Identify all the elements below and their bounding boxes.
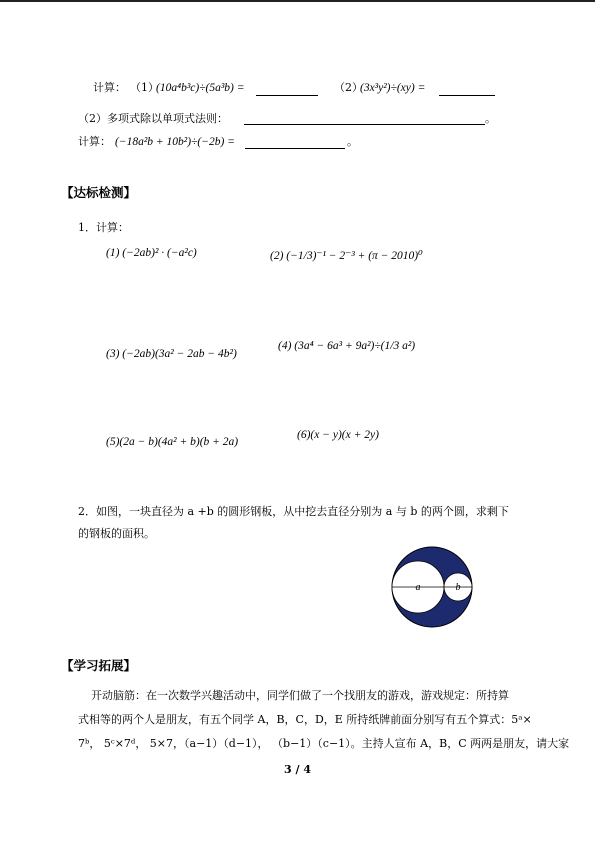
steel-plate-figure <box>390 545 474 629</box>
section-heading-assessment: 【达标检测】 <box>61 185 137 200</box>
item2-answer-blank[interactable] <box>439 95 495 96</box>
section-heading-extension: 【学习拓展】 <box>61 658 137 673</box>
label-a: a <box>415 582 421 593</box>
item1-label: （1） <box>130 81 159 94</box>
compute2-label: 计算： <box>78 135 111 148</box>
page-number: 3 / 4 <box>284 763 311 776</box>
problem-1: (1) (−2ab)² · (−a²c) <box>106 247 197 259</box>
extension-line-1: 开动脑筋：在一次数学兴趣活动中，同学们做了一个找朋友的游戏，游戏规定：所持算 <box>91 689 509 702</box>
problem-6: (6)(x − y)(x + 2y) <box>297 429 379 441</box>
label-b: b <box>455 582 461 593</box>
item2-expression: (3x³y²)÷(xy) = <box>360 82 426 94</box>
item1-answer-blank[interactable] <box>256 95 318 96</box>
compute2-expression: (−18a²b + 10b²)÷(−2b) = <box>115 136 235 148</box>
header-rule <box>0 0 595 2</box>
compute2-answer-blank[interactable] <box>245 148 345 149</box>
compute-label: 计算： <box>93 81 126 94</box>
question2-line1: 2．如图，一块直径为 a +b 的圆形钢板，从中挖去直径分别为 a 与 b 的两个圆，求剩下 <box>78 505 509 518</box>
problem-4: (4) (3a⁴ − 6a³ + 9a²)÷(1/3 a²) <box>278 340 416 352</box>
extension-line-2: 式相等的两个人是朋友，有五个同学 A，B，C，D，E 所持纸牌前面分别写有五个算式：5ᵃ× <box>78 713 532 726</box>
item2-label: （2） <box>334 81 363 94</box>
question1-label: 1．计算： <box>78 221 129 234</box>
extension-line-3: 7ᵇ， 5ᶜ×7ᵈ， 5×7，（a−1）（d−1）， （b−1）（c−1）。主持人宣布 A，B，C 两两是朋友，请大家 <box>78 737 570 750</box>
rule-label: （2）多项式除以单项式法则： <box>78 112 228 125</box>
problem-2: (2) (−1/3)⁻¹ − 2⁻³ + (π − 2010)⁰ <box>270 250 423 262</box>
rule-answer-blank[interactable] <box>244 124 485 125</box>
problem-5: (5)(2a − b)(4a² + b)(b + 2a) <box>106 436 239 448</box>
problem-3: (3) (−2ab)(3a² − 2ab − 4b²) <box>106 348 237 360</box>
compute2-end: 。 <box>347 135 358 148</box>
rule-end: 。 <box>485 112 496 125</box>
question2-line2: 的钢板的面积。 <box>78 527 155 540</box>
item1-expression: (10a⁴b³c)÷(5a³b) = <box>156 82 245 94</box>
